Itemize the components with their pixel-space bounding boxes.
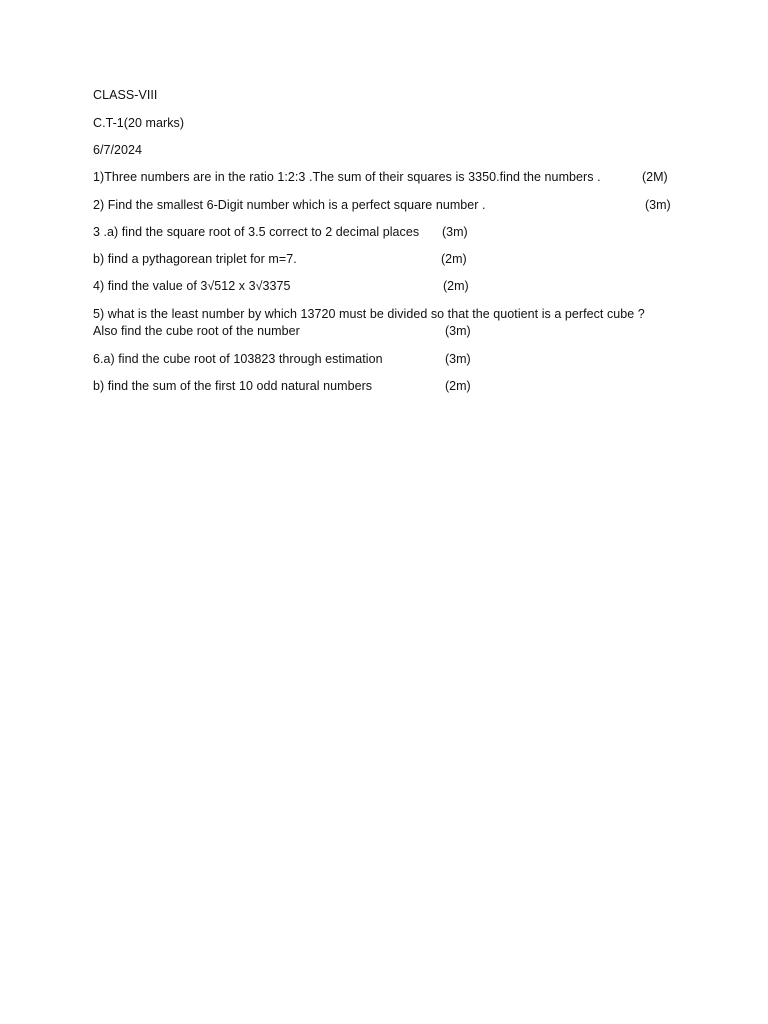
question-1-text: 1)Three numbers are in the ratio 1:2:3 .The sum of their squares is 3350.find the numbers . [93,170,601,184]
question-4-text: 4) find the value of 3√512 x 3√3375 [93,279,291,293]
question-3b-marks: (2m) [441,252,467,266]
question-5-continuation-text: Also find the cube root of the number [93,324,300,338]
question-5-text: 5) what is the least number by which 13720 must be divided so that the quotient is a perfect cube ? [93,307,645,321]
test-title: C.T-1(20 marks) [93,116,185,130]
question-3a-marks: (3m) [442,225,468,239]
question-1-marks: (2M) [642,170,668,184]
class-heading: CLASS-VIII [93,88,158,102]
question-6a-marks: (3m) [445,352,471,366]
question-6a-text: 6.a) find the cube root of 103823 through estimation [93,352,383,366]
question-3a-text: 3 .a) find the square root of 3.5 correct to 2 decimal places [93,225,420,239]
question-5-marks: (3m) [445,324,471,338]
question-6b-marks: (2m) [445,379,471,393]
question-3b-text: b) find a pythagorean triplet for m=7. [93,252,297,266]
question-6b-text: b) find the sum of the first 10 odd natural numbers [93,379,373,393]
test-date: 6/7/2024 [93,143,143,157]
question-2-marks: (3m) [645,198,671,212]
question-2-text: 2) Find the smallest 6-Digit number which is a perfect square number . [93,198,486,212]
question-4-marks: (2m) [443,279,469,293]
